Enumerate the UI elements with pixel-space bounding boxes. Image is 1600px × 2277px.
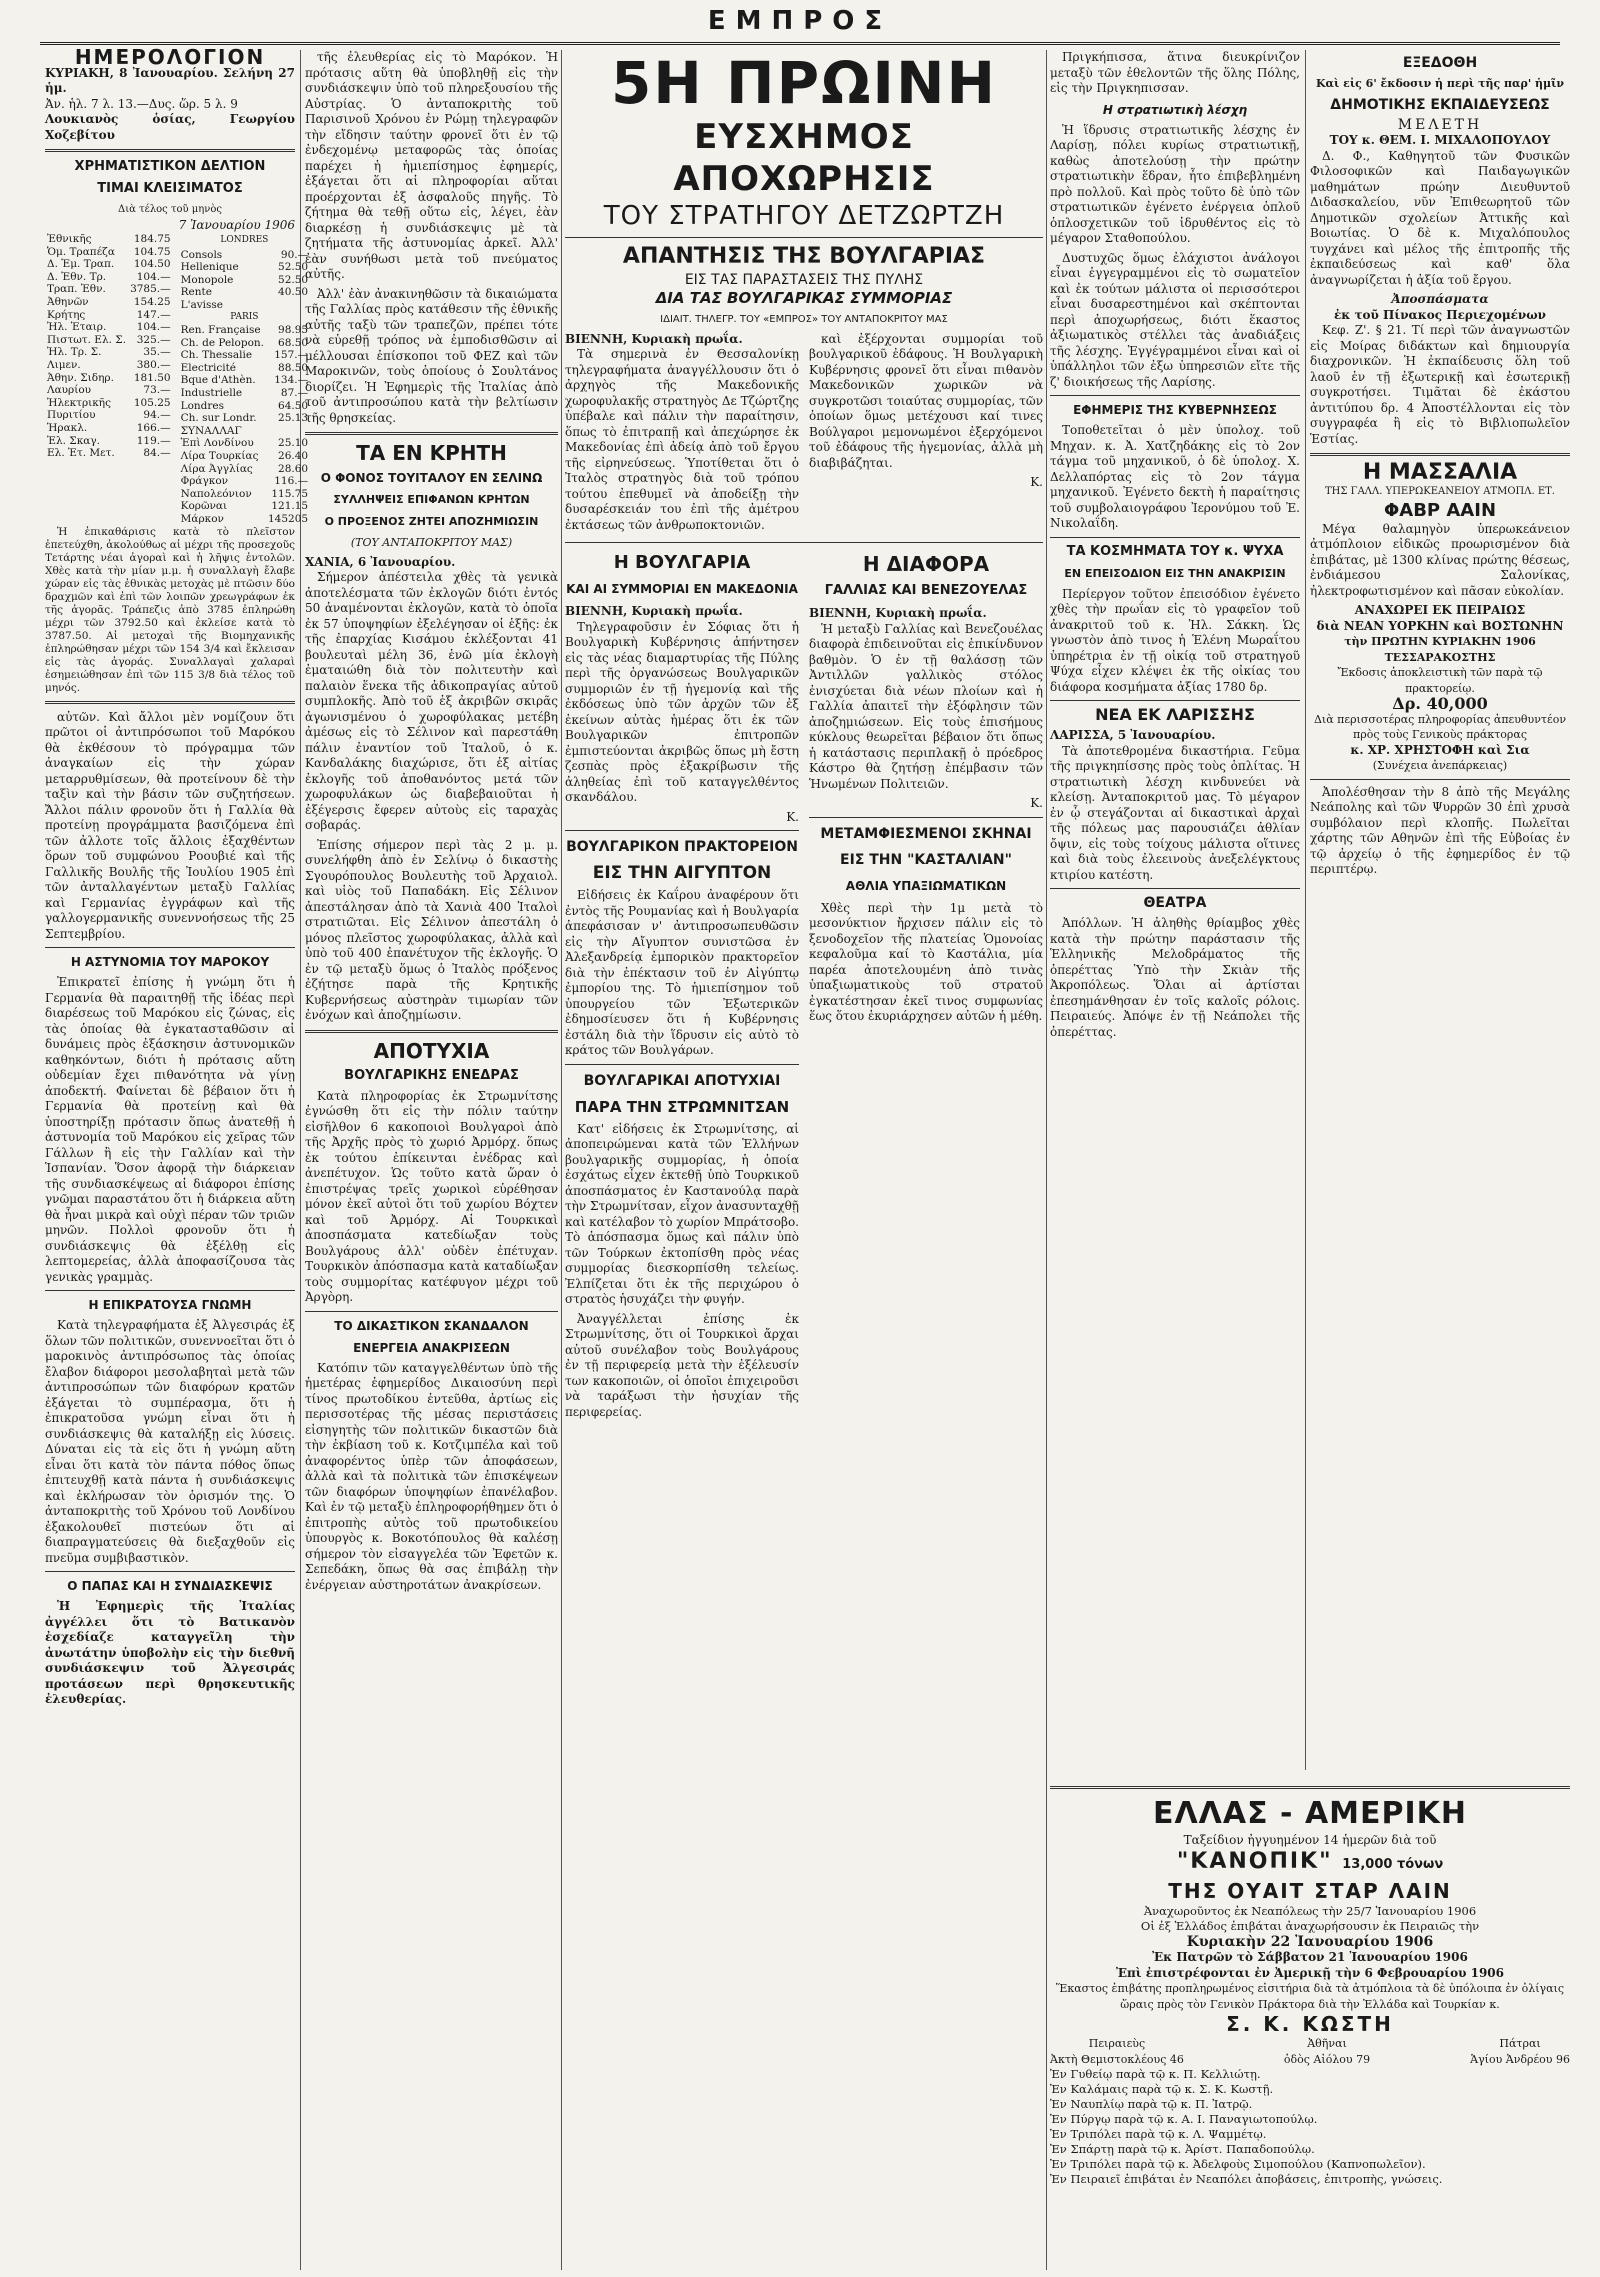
quote-value: 28.60 — [278, 462, 309, 475]
divider — [565, 237, 1043, 238]
market-title: ΧΡΗΜΑΤΙΣΤΙΚΟΝ ΔΕΛΤΙΟΝ — [74, 159, 266, 174]
almanac-saints: Λουκιανὸς ὁσίας, Γεωργίου Χοζεβίτου — [45, 112, 295, 142]
quote-name: Πιστωτ. Ελ. Σ. — [47, 333, 127, 346]
article-paragraph: Δυστυχῶς ὅμως ἐλάχιστοι ἀνάλογοι εἶναι ἐγγεγραμμένοι εἰς τὸ σωματεῖον καὶ ἐκ τούτων μάλιστα οἱ περισσότεροι εἶναι δυσαρεστημένοι καὶ σκέπτονται περὶ ἀποχωρήσεως, διότι ἕκαστος ἀξιωματικὸς στέλλει τὰς ἀναδιάξεις τῆς λέσχης. Ἐγγέγραμμένοι εἶναι καὶ οἱ ὑπάλληλοι τῶν ἐξω ὑπηρεσιῶν εἴτε τῆς ζ' διοικήσεως τῆς Λαρίσης. — [1050, 250, 1300, 389]
correspondent-note: (ΤΟΥ ΑΝΤΑΠΟΚΡΙΤΟΥ ΜΑΣ) — [350, 536, 513, 549]
divider — [809, 817, 1043, 818]
quote-row — [179, 500, 310, 513]
quote-value: 325.— — [136, 333, 171, 346]
quote-name: Δ. Ἐθν. Τρ. — [47, 270, 107, 283]
divider — [1050, 700, 1300, 701]
ad-line: Ἕκαστος ἐπιβάτης προπληρωμένος εἰσιτήρια διὰ τὰ ἀτμόπλοια τὰ δὲ ὑπόλοιπα ἐν ὀλίγαις ὥραις πρὸς τὸν Γενικὸν Πράκτορα διὰ τὴν Ἑλλάδα καὶ Τουρκίαν κ. — [1055, 1982, 1565, 2011]
quotes-section-label — [179, 311, 310, 324]
section-title: Η ΑΣΤΥΝΟΜΙΑ ΤΟΥ ΜΑΡΟΚΟΥ — [70, 955, 270, 970]
quote-name: Rente — [180, 286, 212, 299]
quote-value: 73.— — [143, 384, 171, 397]
quote-name: Δ. Ἐμ. Τραπ. — [47, 258, 115, 271]
ad-line: Ταξείδιον ἠγγυημένον 14 ἡμερῶν διὰ τοῦ — [1183, 1833, 1437, 1847]
crete-subtitle: ΣΥΛΛΗΨΕΙΣ ΕΠΙΦΑΝΩΝ ΚΡΗΤΩΝ — [333, 493, 530, 506]
quote-value: 25.13 — [278, 412, 309, 425]
quote-name: Ελ. Ἐτ. Μετ. — [47, 447, 115, 460]
article-paragraph: Κατ' εἰδήσεις ἐκ Στρωμνίτσης, αἱ ἀποπειρώμεναι κατὰ τῶν Ἑλλήνων βουλγαρικῆς συμμορίας, ἡ ὁποία ἐσχάτως εἶχεν ἐκτεθῇ ὑπὸ Τουρκικοῦ ἀποσπάσματος ἐν Καστανούλᾳ παρὰ τὴν Στρωμνίτσαν, εἶχον ἀνασυνταχθῇ καὶ κατέλαβον τὸ χωρίον Μπράτσοβο. Τὸ ἀπόσπασμα ὅμως καὶ πάλιν ὑπὸ τῶν Τούρκων ἐκτοπίσθη πρὸς νέας συμμορίας διεσκορπίσθη τελείως. Ἐλπίζεται ὅτι ἐκ τῆς περιχώρου ὁ στρατὸς ἡσυχάζει τὴν φυγήν. — [565, 1121, 799, 1306]
quote-name: Φράγκον — [180, 475, 229, 488]
ad-price: Δρ. 40,000 — [1392, 694, 1488, 713]
agent-list-item: Ἐν Γυθείῳ παρὰ τῷ κ. Π. Κελλιώτῃ. — [1050, 2067, 1261, 2081]
quote-value: 64.50 — [278, 399, 309, 412]
quote-name: Ναπολεόνιον — [180, 487, 252, 500]
column-1 — [45, 45, 309, 2270]
ad-agent: Σ. Κ. ΚΩΣΤΗ — [1226, 2012, 1394, 2036]
quote-row — [179, 425, 310, 438]
quote-name: L'avisse — [180, 298, 224, 311]
agent-list-item: Ἐν Πύργῳ παρὰ τῷ κ. Α. Ι. Παναγιωτοπούλῳ. — [1050, 2112, 1318, 2126]
section-title: Η ΕΠΙΚΡΑΤΟΥΣΑ ΓΝΩΜΗ — [88, 1298, 252, 1313]
quote-name: Πυριτίου — [47, 409, 96, 422]
quote-value — [266, 299, 310, 312]
column-divider — [1046, 50, 1047, 2270]
quote-value: 119.— — [136, 434, 171, 447]
divider — [565, 830, 799, 831]
article-paragraph: Ἀναγγέλλεται ἐπίσης ἐκ Στρωμνίτσης, ὅτι οἱ Τουρκικοὶ ἄρχαι αὐτοῦ συνέλαβον τοὺς Βουλγάρους ἐν τῇ περιφερείᾳ μετὰ τὴν ἐξέλευσίν των κακοποιῶν, οἱ ὁποῖοι ἐπιχειροῦσι νὰ ταράξωσι τὴν ἡσυχίαν τῆς περιφερείας. — [565, 1311, 799, 1419]
ad-line: Ἀναχωροῦντος ἐκ Νεαπόλεως τὴν 25/7 Ἰανουαρίου 1906 — [1143, 1903, 1477, 1918]
divider — [1050, 1786, 1570, 1789]
article-paragraph: Ἡ ἵδρυσις στρατιωτικῆς λέσχης ἐν Λαρίσῃ, πόλει κυρίως στρατιωτικῇ, καθὼς ἀποτελούσῃ τὴν πρώτην στρατιωτικὴν ἕδραν, ἦτο ἐπιβεβλημένη πρὸ πολλοῦ. Καὶ πρὸς τοῦτο δὲ ὑπὸ τῶν στρατιωτικῶν ἐγένετο ἐνέργεια ὁπλοῦ ὁπλοσχετικῶν τοῦ ἰδρυθέντος εἰς τὸ μέγαρον Σταθοπούλου. — [1050, 122, 1300, 245]
divider — [1050, 537, 1300, 538]
crete-subtitle: Ο ΠΡΟΞΕΝΟΣ ΖΗΤΕΙ ΑΠΟΖΗΜΙΩΣΙΝ — [324, 515, 539, 528]
quote-name: Ἐθνικῆς — [47, 233, 92, 245]
column-4 — [1050, 50, 1300, 1770]
article-paragraph: Κατόπιν τῶν καταγγελθέντων ὑπὸ τῆς ἡμετέρας ἐφημερίδος Δικαιοσύνη περὶ τίνος πρωτοδίκου ἐντεῦθα, ἀρτίως εἰς περισσοτέρας τῆς μέσας περιστάσεις εἰσηγητὴς τῶν πολιτικῶν δικαστῶν διὰ τὴν ἐκβίαση τοῦ κ. Κοτζιμπέλα καὶ τοῦ ἀναφορέντος ὑπὲρ τῶν ἀποφάσεων, ἀλλὰ καὶ τὰ πολιτικὰ τῶν ἐπισκέψεων τῶν διαφόρων ὑποψηφίων ἐπανέλαβον. Καὶ ἐν τῷ μεταξὺ ἐπληροφορήθημεν ὅτι ὁ ἐπιτροπὴς αὐτὸς τοῦ πρωτοδικείου ὑπουργὸς κ. Βοκοτόπουλος θὰ καλέσῃ σήμερον τὸν εἰσαγγελέα τῶν Ἐφετῶν κ. Σεπεδάκη, ὅπως θὰ σας ἐπιβάλῃ τὴν ἐνέργειαν αὐστηροτάτων ἀνακρίσεων. — [305, 1360, 558, 1592]
quote-row — [45, 246, 173, 259]
quote-value: 115.75 — [271, 487, 309, 500]
section-subtitle: ΒΟΥΛΓΑΡΙΚΗΣ ΕΝΕΔΡΑΣ — [344, 1067, 519, 1083]
quote-value: 184.75 — [133, 233, 171, 245]
quote-row — [179, 362, 310, 375]
ad-subtitle: ΤΗΣ ΓΑΛΛ. ΥΠΕΡΩΚΕΑΝΕΙΟΥ ΑΤΜΟΠΛ. ΕΤ. — [1325, 486, 1555, 497]
quote-name: Ἡρακλ. — [47, 421, 88, 434]
quote-value: 145205 — [268, 512, 309, 525]
divider — [565, 1064, 799, 1065]
office-city: Πάτραι — [1499, 2037, 1541, 2050]
quote-value: 52.50 — [278, 273, 309, 286]
shipping-advertisement — [1050, 1780, 1570, 2187]
quote-name: Λαυρίου — [47, 384, 92, 397]
quote-value: 104.50 — [133, 258, 171, 271]
column-5 — [1310, 50, 1570, 1770]
divider — [305, 1311, 558, 1312]
quote-row — [179, 488, 310, 501]
ad-paragraph: Μέγα θαλαμηγὸν ὑπερωκεάνειον ἀτμόπλοιον εἰδικῶς προωρισμένον διὰ ἐπιβάτας, μὲ 1300 κλίνας πρώτης θέσεως, ἐνδιάμεσου Σαλονίκας, ἠλεκτροφωτισμένον καὶ πᾶσαν εὐκολίαν. — [1310, 521, 1570, 598]
quote-value: 98.95 — [278, 324, 309, 337]
quote-value: 105.25 — [133, 396, 171, 409]
market-body: Ἡ ἐπικαθάρισις κατὰ τὸ πλεῖστον ἐπετεύχθη, ἀκολούθως αἱ μέχρι τῆς προσεχοῦς Τετάρτης νέαι ἀγοραὶ καὶ ἡ λῆψις ἐντολῶν. Χθὲς κατὰ τὴν μίαν μ.μ. ἡ συναλλαγὴ ἔλαβε χώραν εἰς τὰς ἐθνικὰς μετοχὰς μὲ πτῶσιν δύο δραχμῶν καὶ ἐπὶ τῶν λοιπῶν χρεωγράφων ἐκ τῆς ἀγορᾶς. Τράπεζις ἀπὸ 3785 ἐπληρώθη μέχρι τῶν 3792.50 καὶ ἐκλείσε κατὰ τὸ 3787.50. Αἱ μετοχαὶ τῆς Βιομηχανικῆς ἐπληρώθησαν μέχρι τῶν 154 3/4 καὶ ἔκλεισαν εἰς τὰς ἀγοράς. Συναλλαγαὶ χαλαραὶ ἐσημειώθησαν ἐπὶ τῶν 115 3/8 διὰ τέλος τοῦ μηνός. — [45, 525, 295, 694]
ad-paragraph: Δ. Φ., Καθηγητοῦ τῶν Φυσικῶν Φιλοσοφικῶν καὶ Παιδαγωγικῶν μαθημάτων πρώην Διευθυντοῦ Διδασκαλείου, νῦν Ἐπιθεωρητοῦ τῶν Δημοτικῶν σχολείων Ἀττικῆς καὶ Βοιωτίας. Ὁ δὲ κ. Μιχαλόπουλος τυγχάνει καὶ μέλος τῆς ἐπιτροπῆς τῆς ἐκπαιδεύσεως καὶ καθ' ὅλα ἀναγνωρίζεται ἡ ἀξία τοῦ ἔργου. — [1310, 148, 1570, 287]
section-title: ΒΟΥΛΓΑΡΙΚΑΙ ΑΠΟΤΥΧΙΑΙ — [583, 1072, 781, 1089]
quote-row — [179, 299, 310, 312]
ad-title: ΔΗΜΟΤΙΚΗΣ ΕΚΠΑΙΔΕΥΣΕΩΣ — [1330, 96, 1550, 113]
article-columns — [565, 332, 1043, 538]
dateline: ΒΙΕΝΝΗ, Κυριακὴ πρωΐα. — [565, 331, 743, 346]
article-paragraph: Τοποθετεῖται ὁ μὲν ὑπολοχ. τοῦ Μηχαν. κ. Ἀ. Χατζηδάκης εἰς τὸ 2ον τάγμα τοῦ μηχανικοῦ, ὁ δὲ ὑπολοχ. Χ. Δελλαπόρτας εἰς τὸ 2ον τάγμα μηχανικοῦ. Ἐγένετο δεκτὴ ἡ παραίτησις τοῦ συμβολαιογράφου Ἰερονύμου τοῦ Ἐ. Νικολαΐδη. — [1050, 423, 1300, 530]
crete-title: ΤΑ ΕΝ ΚΡΗΤΗ — [356, 441, 507, 465]
section-subtitle: ΠΑΡΑ ΤΗΝ ΣΤΡΩΜΝΙΤΣΑΝ — [574, 1097, 790, 1116]
section-title: Η ΒΟΥΛΓΑΡΙΑ — [613, 552, 751, 573]
ad-ship-tons: 13,000 τόνων — [1342, 1856, 1444, 1872]
quote-name: Industrielle — [180, 387, 243, 400]
quote-name: Consols — [180, 248, 223, 261]
section-title: ΘΕΑΤΡΑ — [1143, 895, 1207, 911]
ad-line: τὴν ΠΡΩΤΗΝ ΚΥΡΙΑΚΗΝ 1906 ΤΕΣΣΑΡΑΚΟΣΤΗΣ — [1344, 635, 1536, 664]
quote-value: 84.— — [143, 447, 171, 460]
section-subtitle: ΓΑΛΛΙΑΣ ΚΑΙ ΒΕΝΕΖΟΥΕΛΑΣ — [824, 583, 1028, 598]
quote-name: Ἀθην. Σιδηρ. — [47, 371, 114, 384]
quote-row — [179, 475, 310, 488]
quote-row — [45, 296, 173, 309]
ad-ship-name: ΦΑΒΡ ΑΑΙΝ — [1383, 499, 1497, 521]
section-subtitle: ΕΙΣ ΤΗΝ ΑΙΓΥΠΤΟΝ — [592, 863, 772, 883]
ad-line: Κυριακὴν 22 Ἰανουαρίου 1906 — [1186, 1933, 1434, 1950]
headline-bands: ΔΙΑ ΤΑΣ ΒΟΥΛΓΑΡΙΚΑΣ ΣΥΜΜΟΡΙΑΣ — [655, 289, 953, 307]
headline-main: ΕΥΣΧΗΜΟΣ ΑΠΟΧΩΡΗΣΙΣ — [673, 117, 935, 199]
ad-author: ΤΟΥ κ. ΘΕΜ. Ι. ΜΙΧΑΛΟΠΟΥΛΟΥ — [1329, 133, 1551, 147]
ad-shipping-line: ΤΗΣ ΟΥΑΙΤ ΣΤΑΡ ΛΑΙΝ — [1168, 1878, 1452, 1903]
quote-name: Τραπ. Ἐθν. — [47, 283, 106, 296]
ad-paragraph: Κεφ. Ζ'. § 21. Τί περὶ τῶν ἀναγνωστῶν εἰς Μοίρας διδάκτων καὶ δημιουργία διαχρονικῶν. Ἡ ἐκπαίδευσις ὅλη τοῦ λαοῦ ἐν τῇ ἐξωτερικῇ καὶ ἐσωτερικῇ συγκροτήσει. Τιμᾶται δὲ ἐκάστου ἀντιτύπου δρ. 4 Ἀποστέλλονται εἰς τὸν συγγραφέα ἢ εἰς τὸ Βιβλιοπωλεῖον Ἑστίας. — [1310, 323, 1570, 446]
quote-row — [45, 334, 173, 347]
quote-row — [179, 324, 310, 337]
quote-name: Μάρκον — [180, 512, 224, 525]
quote-value: 134.— — [274, 374, 309, 387]
quote-value: 157.— — [274, 349, 309, 362]
quote-name: Ὁμ. Τραπέζα — [47, 245, 115, 258]
section-subtitle: ΕΝΕΡΓΕΙΑ ΑΝΑΚΡΙΣΕΩΝ — [353, 1340, 510, 1355]
quote-value: 3785.— — [130, 283, 171, 296]
quote-value: 40.50 — [278, 286, 309, 299]
quote-value: 104.75 — [133, 245, 171, 258]
article-paragraph: Τὰ σημερινὰ ἐν Θεσσαλονίκῃ τηλεγραφήματα ἀναγγέλλουσιν ὅτι ὁ ἀρχηγὸς τῆς Μακεδονικῆς χωροφυλακῆς στρατηγὸς Δε Τζώρτζης ὑπέβαλε καὶ πάλιν τὴν παραίτησιν, ὅπως τὸ ἐπιτραπῇ καὶ ἀπεχώρησε ἐκ Μακεδονίας ἐπὶ ἀδείᾳ ἀπὸ τοῦ ἔργου τῆς εἰρηνεύσεως. Ὑποτίθεται ὅτι ὁ Ἰταλὸς στρατηγὸς διὰ τοῦ τρόπου τούτου ἐπεθυμεῖ νὰ ἀποδείξῃ τὴν δυσαρέσκειάν του ἐπὶ τῆς ἀμέτρου ἐκτάσεως τῶν ἀνθρωποκτονιῶν. — [565, 347, 799, 532]
section-title: ΜΕΤΑΜΦΙΕΣΜΕΝΟΙ ΣΚΗΝΑΙ — [820, 825, 1032, 842]
quote-value: 25.10 — [278, 437, 309, 450]
article-paragraph: αὐτῶν. Καὶ ἄλλοι μὲν νομίζουν ὅτι πρῶτοι οἱ ἀντιπρόσωποι τοῦ Μαρόκου θὰ ἐκθέσουν τὸ πρόγραμμα τῶν ἀναγκαίων εἰς τὴν χώραν μεταρρυθμίσεων, θὰ προτείνουν δὲ τὴν ταξὶν καὶ τὴν βάσιν τῶν συζητήσεων. Ἄλλοι πάλιν φρονοῦν ὅτι ἡ Γαλλία θὰ προτείνῃ προγράμματα βασιζόμενα ἐπὶ τῶν ἀλλοτε τοῖς ἄλλοις ἐξαχθέντων ὅρων τοῦ συμφώνου Ροουβιέ καὶ τῆς Γαλλικῆς Βουλῆς τῆς Ἰουλίου 1905 ἐπὶ τῶν ἀνταλλαγέντων μεταξὺ Γαλλίας καὶ Γερμανίας ἐγγράφων καὶ τῆς γαλλογερμανικῆς συνεννοήσεως τῆς 25 Σεπτεμβρίου. — [45, 709, 295, 941]
headline-edition: 5Η ΠΡΩΙΝΗ — [610, 49, 998, 117]
quote-name: Ἐπὶ Λονδίνου — [180, 437, 254, 450]
divider — [565, 542, 1043, 543]
headline-porte: ΕΙΣ ΤΑΣ ΠΑΡΑΣΤΑΣΕΙΣ ΤΗΣ ΠΥΛΗΣ — [684, 272, 924, 288]
quote-value: 52.50 — [278, 261, 309, 274]
quote-value: 147.— — [136, 308, 171, 321]
divider — [45, 701, 295, 704]
article-paragraph: Σήμερον ἀπέστειλα χθὲς τὰ γενικὰ ἀποτελέσματα τῶν ἐκλογῶν διότι ἐντός 50 ἀναμένονται ἐκλογῶν, κατὰ τὸ ὁποῖα ἐκ 57 ὑποψηφίων ἐξελέγησαν οἱ ἑξῆς: ἐκ τῆς ἐπαρχίας Κισάμου ἐκλέξονται 41 βουλευταὶ μέλη 36, ἐνῶ μία ἐκλογὴ ἐματαιώθη διὰ τὸν πολιτευτὴν καὶ παλαιὸν ἕνεκα τῆς ἀδικοπραγίας αὐτοῦ συμπλοκῆς. Ἀπὸ τοῦ ἐξ ἀκριβῶν σκιρᾶς ἀγωνισμένου ὁ χωροφύλακας μετέβη ἀμέσως εἰς τὸ Σέλινον καὶ παρεστάθη πάλιν ἐναντίον τοῦ Ἰταλοῦ, ὁ κ. Κανδαλάκης διαχώρισε, ὅτι ἐξ αἰτίας ἐκλογῆς τοῦ ἀποθανόντος μετά τῶν χωροφυλάκων ὡς διαβεβαιοῦται ἡ ἐξέγερσις ἔφερεν αὐτοὺς εἰς ταραχὰς σοβαράς. — [305, 570, 558, 832]
office-city: Ἀθῆναι — [1307, 2037, 1347, 2050]
quote-name: Ἠλ. Τρ. Σ. — [47, 346, 102, 359]
headline-bulgaria: ΑΠΑΝΤΗΣΙΣ ΤΗΣ ΒΟΥΛΓΑΡΙΑΣ — [622, 244, 986, 269]
section-subtitle: ΑΘΛΙΑ ΥΠΑΞΙΩΜΑΤΙΚΩΝ — [845, 878, 1007, 893]
quote-value: 104.— — [136, 270, 171, 283]
signature: Κ. — [1030, 796, 1043, 810]
quote-row — [179, 274, 310, 287]
article-paragraph: Κατὰ τηλεγραφήματα ἐξ Ἀλγεσιράς ἐξ ὅλων τῶν πολιτικῶν, συνεννοεῖται ὅτι ὁ μαροκινὸς ἀντιπρόσωπος τὰς ὁποίας ἔλαβον διάφοροι μεσολαβηταὶ μετὰ τῶν ἀντιπροσώπων τῶν διαφόρων κρατῶν ἐξάγεται τὸ συμπέρασμα, ὅτι ἡ ἐπικρατοῦσα γνώμη εἶναι ὅτι ἡ συνδιάσκεψις θὰ καταλήξῃ εἰς λύσεις. Δύναται εἰς τὰ εἰς ὅτι ἡ γνώμη αὕτη εἶναι ὅτι κατὰ τὸν πάντα πόθος ὅπως ἐπιτευχθῇ κατὰ πάντα ἡ συνδιάσκεψις καὶ ἐκλήρωσαν τὸν ὁρισμόν της. Ὁ ἀνταποκριτὴς τοῦ Χρόνου τοῦ Λονδίνου ἐξακολουθεῖ πιστεύων ὅτι αἱ διαπραγματεύσεις θὰ διεξαχθοῦν εἰς πνεῦμα συμβιβαστικὸν. — [45, 1318, 295, 1565]
quote-name: Ἠλεκτρικῆς — [47, 396, 111, 409]
quote-row — [45, 397, 173, 410]
section-subtitle: ΕΙΣ ΤΗΝ "ΚΑΣΤΑΛΙΑΝ" — [840, 851, 1012, 868]
quote-name: Hellenique — [180, 261, 239, 274]
quote-row — [45, 233, 173, 246]
divider — [1310, 779, 1570, 780]
quote-name: Ch. de Pelopon. — [180, 336, 264, 349]
paris-label: PARIS — [230, 312, 259, 323]
ad-ship-title: "ΚΑΝΟΠΙΚ" — [1176, 1848, 1333, 1874]
divider — [45, 1290, 295, 1291]
quote-name: Ἐλ. Σκαγ. — [47, 434, 100, 447]
ad-subtitle: Καὶ εἰς 6' ἔκδοσιν ἡ περὶ τῆς παρ' ἡμῖν — [1315, 77, 1565, 90]
section-title: ΕΦΗΜΕΡΙΣ ΤΗΣ ΚΥΒΕΡΝΗΣΕΩΣ — [1073, 403, 1277, 417]
quote-name: Λίρα Ἀγγλίας — [180, 462, 253, 475]
ad-subtitle: ΜΕΛΕΤΗ — [1397, 116, 1483, 133]
article-paragraph: Εἰδήσεις ἐκ Καΐρου ἀναφέρουν ὅτι ἐντὸς τῆς Ρουμανίας καὶ ἡ Βουλγαρία ἀπεφάσισαν ν' ἀντιπροσωπευθῶσιν εἰς τὴν Αἴγυπτον συνιστῶσα ἐν Ἀλεξανδρείᾳ ἐμπορικὸν πρακτορεῖον διὰ τὴν ἐπέκτασιν τοῦ ἐν Αἰγύπτῳ ἐμπορίου της. Τὸ ἡμιεπίσημον τοῦ ὑπουργείου τῶν Ἐξωτερικῶν ἐδημοσίευσεν ὅτι ἡ Κυβέρνησις ἐστάλη διὰ τὴν ἵδρυσιν εἰς αὐτὸ τὸ κράτος τῶν Βουλγάρων. — [565, 888, 799, 1057]
quote-row — [45, 372, 173, 385]
quote-name: Ch. Thessalie — [180, 349, 253, 362]
quote-value: 90.— — [280, 248, 309, 261]
ad-headline: ΕΛΛΑΣ - ΑΜΕΡΙΚΗ — [1152, 1796, 1468, 1831]
column-divider — [561, 50, 562, 2270]
quote-row — [45, 409, 173, 422]
quote-row — [45, 447, 173, 460]
office-address: Ἁγίου Ἀνδρέου 96 — [1470, 2052, 1570, 2066]
quote-row — [179, 374, 310, 387]
ad-section: ἐκ τοῦ Πίνακος Περιεχομένων — [1334, 307, 1546, 322]
quote-value: 87.— — [280, 387, 309, 400]
column-divider — [1305, 50, 1306, 1770]
market-note: Διὰ τέλος τοῦ μηνὸς — [118, 204, 222, 215]
quote-row — [45, 435, 173, 448]
quote-name: Monopole — [180, 273, 234, 286]
agent-list-item: Ἐν Σπάρτῃ παρὰ τῷ κ. Ἀρίστ. Παπαδοπούλῳ. — [1050, 2142, 1315, 2156]
ad-line: ΑΝΑΧΩΡΕΙ ΕΚ ΠΕΙΡΑΙΩΣ — [1354, 603, 1526, 617]
quote-row — [179, 387, 310, 400]
quote-row — [45, 283, 173, 296]
divider — [305, 1030, 558, 1033]
agent-list-item: Ἐν Ναυπλίῳ παρὰ τῷ κ. Π. Ἰατρῷ. — [1050, 2097, 1253, 2111]
quote-row — [45, 271, 173, 284]
office-city: Πειραιεὺς — [1088, 2037, 1146, 2050]
quote-value: 116.— — [274, 475, 309, 488]
quote-name: Κορῶναι — [180, 500, 228, 513]
agent-list-item: Ἐν Τριπόλει παρὰ τῷ κ. Ἀδελφοὺς Σιμοπούλου (Καπνοπωλεῖον). — [1050, 2157, 1426, 2171]
quote-name: ΣΥΝΑΛΛΑΓ — [180, 424, 242, 437]
quote-value: 88.50 — [278, 361, 309, 374]
wire-note: ΙΔΙΑΙΤ. ΤΗΛΕΓΡ. ΤΟΥ «ΕΜΠΡΟΣ» ΤΟΥ ΑΝΤΑΠΟΚΡΙΤΟΥ ΜΑΣ — [660, 314, 948, 325]
ad-ship-name — [1050, 1849, 1570, 1878]
column-2 — [305, 50, 558, 2270]
section-title: ΤΑ ΚΟΣΜΗΜΑΤΑ ΤΟΥ κ. ΨΥΧΑ — [1066, 543, 1284, 559]
quote-value: 94.— — [143, 409, 171, 422]
quote-value: 35.— — [143, 346, 171, 359]
section-title: Η ΔΙΑΦΟΡΑ — [862, 552, 990, 576]
quote-name: Ἀθηνῶν — [47, 295, 89, 308]
almanac-sun: Ἀν. ἡλ. 7 λ. 13.—Δυς. ὥρ. 5 λ. 9 — [45, 96, 238, 111]
quote-row — [179, 400, 310, 413]
ad-offices — [1050, 2036, 1570, 2067]
section-title: ΤΟ ΔΙΚΑΣΤΙΚΟΝ ΣΚΑΝΔΑΛΟΝ — [334, 1318, 529, 1333]
quote-value: 154.25 — [133, 295, 171, 308]
quote-value — [266, 425, 310, 438]
ad-section: Ἀποσπάσματα — [1391, 292, 1489, 306]
ad-line: (Συνέχεια ἀνεπάρκειας) — [1372, 759, 1508, 772]
quote-row — [179, 261, 310, 274]
ad-agents-list — [1050, 2067, 1570, 2187]
agent-list-item: Ἐν Καλάμαις παρὰ τῷ κ. Σ. Κ. Κωστῇ. — [1050, 2082, 1274, 2096]
ad-line: Ἔκδοσις ἀποκλειστικὴ τῶν παρὰ τῷ πρακτορείῳ. — [1337, 666, 1543, 695]
quote-row — [45, 384, 173, 397]
quote-row — [45, 258, 173, 271]
section-subtitle: ΚΑΙ ΑΙ ΣΥΜΜΟΡΙΑΙ ΕΝ ΜΑΚΕΔΟΝΙΑ — [566, 582, 798, 596]
dateline: ΒΙΕΝΝΗ, Κυριακὴ πρωΐα. — [809, 606, 987, 620]
quote-value: 121.15 — [271, 500, 309, 513]
ad-line: Διὰ περισσοτέρας πληροφορίας ἀπευθυντέον πρὸς τοὺς Γενικοὺς πράκτορας — [1313, 712, 1567, 741]
crete-subtitle: Ο ΦΟΝΟΣ ΤΟΥΙΤΑΛΟΥ ΕΝ ΣΕΛΙΝΩ — [320, 471, 543, 485]
article-paragraph: τῆς ἐλευθερίας εἰς τὸ Μαρόκον. Ἡ πρότασις αὕτη θὰ ὑποβληθῇ εἰς τὴν συνδιάσκεψιν ὑπὸ τοῦ πληρεξουσίου τῆς Αὐστρίας. Ὁ ἀνταποκριτὴς τοῦ Παρισινοῦ Χρόνου ἐν Ρώμῃ τηλεγραφῶν τὴν εἴδησιν ταύτην φρονεῖ ὅτι ἐν τῷ ἐνδεχομένῳ μεταφορῶς τὰς ὁποίας παρέχει ἡ ἡμιεπίσημος ἐφημερίς, ἐξάγεται ὅτι αἱ πληροφορίαι αὕται προέρχονται ἐξ ἀσφαλοῦς πηγῆς. Τὸ ζήτημα θὰ τεθῇ οὕτω εἰς, λέγει, ἐὰν διαρκέσῃ ἡ συνδιάσκεψις μὲ τὰ ζητήματα τῆς ἀστυνομίας ἀρκεῖ. Ἀλλ' ἐὰν συνήθωσι μετὰ τοῦ πνεύματος αὐτῆς. — [305, 50, 558, 281]
quote-value: 104.— — [136, 321, 171, 334]
ad-line: Ἐπὶ ἐπιστρέφονται ἐν Ἀμερικῇ τὴν 6 Φεβρουαρίου 1906 — [1116, 1965, 1504, 1980]
article-paragraph: καὶ ἐξέρχονται συμμορίαι τοῦ βουλγαρικοῦ ἐδάφους. Ἡ Βουλγαρικὴ Κυβέρνησις φρονεῖ ὅτι εἶναι πιθανὸν Μακεδονικῶν χωρικῶν νὰ συγκροτῶσι τοιαύτας συμμορίας, τῶν ὁποίων ὅμως μετέχουσι καί τινες Βούλγαροι μεμονωμένοι ἐξερχόμενοι τοῦ ἐδάφους τῆς ἡγεμονίας, ἀλλὰ μὴ διαβιβάζηται. — [809, 331, 1043, 470]
divider — [45, 947, 295, 948]
office-address: ὁδὸς Αἰόλου 79 — [1283, 2052, 1371, 2066]
quote-row — [45, 346, 173, 359]
quote-row — [45, 359, 173, 372]
article-paragraph: Τηλεγραφοῦσιν ἐν Σόφιας ὅτι ἡ Βουλγαρικὴ Κυβέρνησις ἀπήντησεν εἰς τὰς νέας διαμαρτυρίας τῆς Πύλης περὶ τῆς ὀργανώσεως Βουλγαρικῶν συμμοριῶν ἐν τῇ ἡγεμονίᾳ καὶ τῆς ἐκδόσεως ὑπὸ τῶν ἀρχῶν τῶν ἐξ ἐκείνων αὐτὰς ἡμέρας ὅτι ἐκ τῶν Βουλγαρικῶν ἐπιτροπῶν ἐμπιστεύονται ἀκριβῶς ὅπως μὴ ἔστη ζεσπὰς πρὸς ἐξακρίβωσιν τῆς ἀληθείας ἐπὶ τοῦ καταγγελθέντος σκανδάλου. — [565, 619, 799, 804]
quote-name: Bque d'Athèn. — [180, 374, 256, 387]
quote-row — [179, 249, 310, 262]
office-address: Ἀκτὴ Θεμιστοκλέους 46 — [1050, 2052, 1184, 2066]
market-tables — [45, 233, 309, 526]
article-paragraph: Ἀλλ' ἐὰν ἀνακινηθῶσιν τὰ δικαιώματα τῆς Γαλλίας πρὸς κατάθεσιν τῆς ἐθνικῆς αὐτῆς ταξὺ τῶν τραπεζῶν, πρέπει τότε νὰ εὑρεθῇ τρόπος νὰ ἐμποδισθῶσιν αἱ μέλλουσαι ἐπίσκοποι τοῦ ΦΕΖ καὶ τῶν Μαροκινῶν, τοὺς ὁποίους ὁ Σουλτάνος διορίζει. Ἡ Ἐφημερὶς τῆς Ἰταλίας ἀπὸ τοῦ ἀντιπροσώπου κατὰ τὴν βελτίωσιν τῆς θρησκείας. — [305, 286, 558, 425]
ad-agent: κ. ΧΡ. ΧΡΗΣΤΟΦΗ καὶ Σια — [1350, 742, 1530, 757]
quote-name: Ren. Française — [180, 324, 261, 337]
article-paragraph: Τὰ ἀποτεθρομένα δικαστήρια. Γεῦμα τῆς πριγκηπίσσης πρὸς τοὺς ὁπλίτας. Ἡ στρατιωτικὴ λέσχη κινδυνεύει νὰ κλείσῃ. Ἀνταποκριτοῦ μας. Τὸ μέγαρον ἐν ᾧ στεγάζονται αἱ δικαστικαὶ ἀρχαὶ τῆς πόλεως μας παρουσιάζει ἀθλίαν ὄψιν, εἰς τοὺς τοίχους μάλιστα οἵτινες καὶ διὰ τοὺς ἐλεεινοὺς ἀνεξελέγκτους κτιρίου κατέστη. — [1050, 743, 1300, 882]
quote-name: Ἠλ. Ἐταιρ. — [47, 321, 107, 334]
masthead-rule — [40, 42, 1560, 45]
article-paragraph: Ἡ Ἐφημερὶς τῆς Ἰταλίας ἀγγέλλει ὅτι τὸ Βατικανὸν ἐσχεδίαζε καταγγεῖλη τὴν ἀνωτάτην ὑποβολὴν εἰς τὴν διεθνῆ συνδιάσκεψιν τοῦ Ἀλγεσιράς προτάσεων περὶ θρησκευτικῆς ἐλευθερίας. — [45, 1599, 295, 1707]
quotes-table-left — [45, 233, 173, 460]
section-title: ΝΕΑ ΕΚ ΛΑΡΙΣΣΗΣ — [1095, 705, 1255, 724]
quote-name: Ch. sur Londr. — [180, 412, 257, 425]
divider — [305, 432, 558, 435]
ad-line: διὰ ΝΕΑΝ ΥΟΡΚΗΝ καὶ ΒΟΣΤΩΝΗΝ — [1316, 618, 1564, 633]
dateline: ΧΑΝΙΑ, 6 Ἰανουαρίου. — [305, 554, 456, 569]
article-paragraph: Ἀπόλλων. Ἡ ἀληθὴς θρίαμβος χθὲς κατὰ τὴν πρώτην παράστασιν τῆς Ἑλληνικῆς Μελοδράματος τῆς ὀπερέττας Ὑπὸ τὴν Σκιὰν τῆς Ἀκροπόλεως. Ὅλαι αἱ ἀρτίσται ἐπεσημάνθησαν ἐν τοῖς καλοῖς ρόλοις. Πειραιεύς. Ἀπόψε ἐν τῇ Νεάπολει τῆς ὀπερέττας. — [1050, 916, 1300, 1039]
ad-title: ΕΞΕΔΟΘΗ — [1402, 55, 1478, 71]
ad-line: Ἐκ Πατρῶν τὸ Σάββατον 21 Ἰανουαρίου 1906 — [1152, 1950, 1468, 1964]
quote-row — [179, 349, 310, 362]
quotes-table-right — [179, 249, 310, 526]
article-paragraph: Ἡ μεταξὺ Γαλλίας καὶ Βενεζουέλας διαφορὰ ἐπιδεινοῦται εἰς ἐπικίνδυνον βαθμὸν. Ὁ ἐν τῇ θαλάσσῃ τῶν Ἀντιλλῶν γαλλικὸς στόλος ἐνισχύεται διὰ νέων πλοίων καὶ ἡ Γαλλία ἀπαιτεῖ τὴν ἐξόφλησιν τῶν ἀποζημιώσεων. Εἰς τοὺς ἐπισήμους κύκλους θεωρεῖται βέβαιον ὅτι ὅπως ἡ κατάστασις περιπλακῇ ὁ πρόεδρος Κάστρο θὰ ζητήσῃ ἐπέμβασιν τῶν Ἡνωμένων Πολιτειῶν. — [809, 621, 1043, 791]
signature: Κ. — [1030, 475, 1043, 489]
section-title: Ο ΠΑΠΑΣ ΚΑΙ Η ΣΥΝΔΙΑΣΚΕΨΙΣ — [67, 1579, 273, 1594]
article-columns — [565, 548, 1043, 1424]
market-date: 7 Ἰανουαρίου 1906 — [178, 217, 295, 232]
column-3 — [565, 50, 1043, 2270]
article-paragraph: Ἐπικρατεῖ ἐπίσης ἡ γνώμη ὅτι ἡ Γερμανία θὰ παραιτηθῇ τῆς ἰδέας περὶ διαρέσεως τοῦ Μαρόκου εἰς ζώνας, εἰς τὰς ὁποίας θὰ ἐγκατασταθῶσιν αἱ δυνάμεις πρὸς ἐξάσκησιν ἀστυνομικῶν καθηκόντων, διότι ἡ πρότασις αὕτη οὐδεμίαν ἔχει πιθανότητα νὰ γίνῃ ἀποδεκτή. Φαίνεται δὲ βέβαιον ὅτι ἡ Γερμανία θὰ προτείνῃ καὶ θὰ ὑποστηρίξῃ πρότασιν ὅπως ἀνατεθῇ ἡ ἀστυνομία τοῦ Μαρόκου εἰς χεῖρας τῶν Γάλλων ἢ εἰς τὴν Γαλλίαν καὶ τὴν Ἱσπανίαν. Ὅσον ἀφορᾷ τὴν διάρκειαν τῆς συνδιασκέψεως αἱ διάφοροι ἐπίσης γνῶμαι παραστάτου ὅτι ἡ διάρκεια αὕτη θὰ ἦναι μικρὰ καὶ οὐχὶ πέραν τῶν τριῶν μηνῶν. Πολλοὶ φρονοῦν ὅτι ἡ συνδιάσκεψις θὰ ἐξέλθῃ εἰς λεπτομερείας, ἀλλὰ ἀποφασίζουσα τὰς γενικὰς γραμμὰς. — [45, 975, 295, 1284]
quote-row — [45, 309, 173, 322]
agent-list-item: Ἐν Τριπόλει παρὰ τῷ κ. Λ. Ψαμμέτῳ. — [1050, 2127, 1267, 2141]
divider — [45, 1571, 295, 1572]
article-paragraph: Χθὲς περὶ τὴν 1μ μετὰ τὸ μεσονύκτιον ἤρχισεν πάλιν εἰς τὸ ξενοδοχεῖον τῆς πλατείας Ὁμονοίας κεφαλοῦμα καί τὸ Καστάλια, μία παρέα ἀποτελουμένη ἀπὸ τινὰς ὑπαξιωματικοὺς τοῦ στρατοῦ ἐγκατέστησαν ἐκεῖ τινος συμφωνίας ἕως ὅτου ἐκυριάρχησεν αὐτῶν ἡ μέθη. — [809, 900, 1043, 1023]
article-paragraph: Ἐπίσης σήμερον περὶ τὰς 2 μ. μ. συνελήφθη ἀπὸ ἐν Σελίνῳ ὁ δικαστὴς Σγουρόπουλος Βουλευτὴς τοῦ Ἀρχαιολ. καὶ υἱὸς τοῦ Παπαδάκη. Εἰς Σέλινον ἀπεστάλησαν ἀπὸ τὰ Χανιὰ 400 Ἰταλοὶ στρατιῶται. Εἰς Σέλινον ἀπεστάλη ὁ μόνος πλεῖστος χωροφύλακας, ἀλλὰ καὶ ὑπὸ τοῦ 400 ἐπανέτυχον τῆς ἐκλογῆς. Ὁ ἐν τῷ μεταξὺ ὅμως ὁ Ἰταλὸς πρόξενος ἐζήτησε παρὰ τῆς Κρητικῆς Κυβερνήσεως αὐστηρὰν τιμωρίαν τῶν ἐνόχων καὶ ἀποζημίωσιν. — [305, 837, 558, 1022]
signature: Κ. — [786, 809, 799, 824]
article-paragraph: Περίεργον τοῦτον ἐπεισόδιον ἐγένετο χθὲς τὴν πρωΐαν εἰς τὸ γραφεῖον τοῦ ἀνακριτοῦ τοῦ κ. Ἡλ. Σάκκη. Ὡς γνωστὸν ἀπὸ τινος ἡ Ἑλένη Μωραΐτου ὑπηρέτρια ἐν τῇ οἰκίᾳ τοῦ στρατηγοῦ Ψύχα εἶχεν κλέψει ἐκ τῆς οἰκίας του διάφορα κοσμήματα ἀξίας 1780 δρ. — [1050, 586, 1300, 694]
quote-value: 166.— — [136, 421, 171, 434]
masthead: ΕΜΠΡΟΣ — [707, 6, 893, 36]
quote-row — [179, 437, 310, 450]
article-paragraph: Πριγκήπισσα, ἅτινα διευκρίνιζον μεταξὺ τῶν ἐθελοντῶν τῆς ὅλης Πόλης, εἰς τὴν Πριγκηπισσαν. — [1050, 50, 1300, 95]
quote-row — [179, 450, 310, 463]
ad-paragraph: Ἀπολέσθησαν τὴν 8 ἀπὸ τῆς Μεγάλης Νεάπολης καὶ τῶν Ψυρρῶν 30 ἐπὶ χρυσὰ συμβόλαιον περὶ κλοπῆς. Πωλεῖται χάρτης τῶν Αθηνῶν ἐπὶ τῆς Εὐβοίας ἐν τῷ ἀρχείῳ ὁ τῆς ἐφημερίδος ἐν τῷ περιπτέρῳ. — [1310, 784, 1570, 876]
divider — [1050, 395, 1300, 396]
dateline: ΒΙΕΝΝΗ, Κυριακὴ πρωΐα. — [565, 604, 743, 618]
dateline: ΛΑΡΙΣΣΑ, 5 Ἰανουαρίου. — [1050, 728, 1216, 742]
quote-row — [179, 463, 310, 476]
section-title: Η στρατιωτικὴ λέσχη — [1102, 102, 1248, 117]
headline-sub: ΤΟΥ ΣΤΡΑΤΗΓΟΥ ΔΕΤΖΩΡΤΖΗ — [603, 201, 1005, 231]
section-title: ΑΠΟΤΥΧΙΑ — [373, 1038, 490, 1063]
quote-row — [179, 412, 310, 425]
quote-value: 26.40 — [278, 450, 309, 462]
quote-name: Λιμεν. — [47, 358, 81, 371]
market-subtitle: ΤΙΜΑΙ ΚΛΕΙΣΙΜΑΤΟΣ — [97, 181, 243, 196]
ad-title: Η ΜΑΣΣΑΛΙΑ — [1362, 460, 1518, 485]
quote-value: 380.— — [136, 358, 171, 371]
quote-row — [179, 337, 310, 350]
ad-line: Οἱ ἐξ Ἑλλάδος ἐπιβάται ἀναχωρήσουσιν ἐκ Πειραιῶς τὴν — [1140, 1919, 1480, 1933]
quote-row — [45, 422, 173, 435]
section-subtitle: ΕΝ ΕΠΕΙΣΟΔΙΟΝ ΕΙΣ ΤΗΝ ΑΝΑΚΡΙΣΙΝ — [1064, 566, 1286, 580]
almanac-title: ΗΜΕΡΟΛΟΓΙΟΝ — [74, 45, 266, 69]
divider — [1050, 888, 1300, 889]
divider — [1310, 453, 1570, 456]
quote-row — [45, 321, 173, 334]
divider — [45, 149, 295, 152]
quote-row — [179, 513, 310, 526]
quote-name: Londres — [180, 399, 225, 412]
quote-row — [179, 286, 310, 299]
article-paragraph: Κατὰ πληροφορίας ἐκ Στρωμνίτσης ἐγνώσθη ὅτι εἰς τὴν πόλιν ταύτην εἰσῆλθον 6 κακοποιοὶ Βουλγαροὶ ἀπὸ τῆς Ἀρχῆς πρὸς τὸ χωριό Ἀρμόρχ. ὅπως ἐκ τούτου ἐπίκεινται ἐνέδρας καὶ ἀνεπέτυχον. Ὡς τοῦτο κατὰ ὥραν ὁ ἐπιστρέψας τρεῖς χωρικοὶ εὑρέθησαν μόνον ἐκεῖ αὐτοὶ ὅτι τοῦ χωρίου Βόχτεν καὶ τοῦ Ἀρμόρχ. Αἱ Τουρκικαὶ ἀποσπάσματα κατεδίωξαν τοὺς Βουλγάρους ἀλλ' οὐδὲν ἐπέτυχαν. Τουρκικὸν ἀπόσπασμα κατὰ καταδίωξαν τοὺς συμμορίτας κατέφυγον μέχρι τοῦ Ἀργὸρη. — [305, 1088, 558, 1304]
quote-value: 68.50 — [278, 336, 309, 349]
quote-name: Λίρα Τουρκίας — [180, 450, 259, 462]
quote-name: Electricité — [180, 361, 237, 374]
london-label: LONDRES — [220, 235, 269, 245]
quote-name: Κρήτης — [47, 308, 86, 321]
almanac-date: ΚΥΡΙΑΚΗ, 8 Ἰανουαρίου. Σελήνη 27 ἡμ. — [45, 65, 295, 95]
quote-value: 181.50 — [133, 371, 171, 384]
section-title: ΒΟΥΛΓΑΡΙΚΟΝ ΠΡΑΚΤΟΡΕΙΟΝ — [566, 839, 798, 855]
agent-list-item: Ἐν Πειραιεῖ ἐπιβάται ἐν Νεαπόλει ἀποβάσεις, ἐπιτροπὴς, γνώσεις. — [1050, 2172, 1443, 2186]
